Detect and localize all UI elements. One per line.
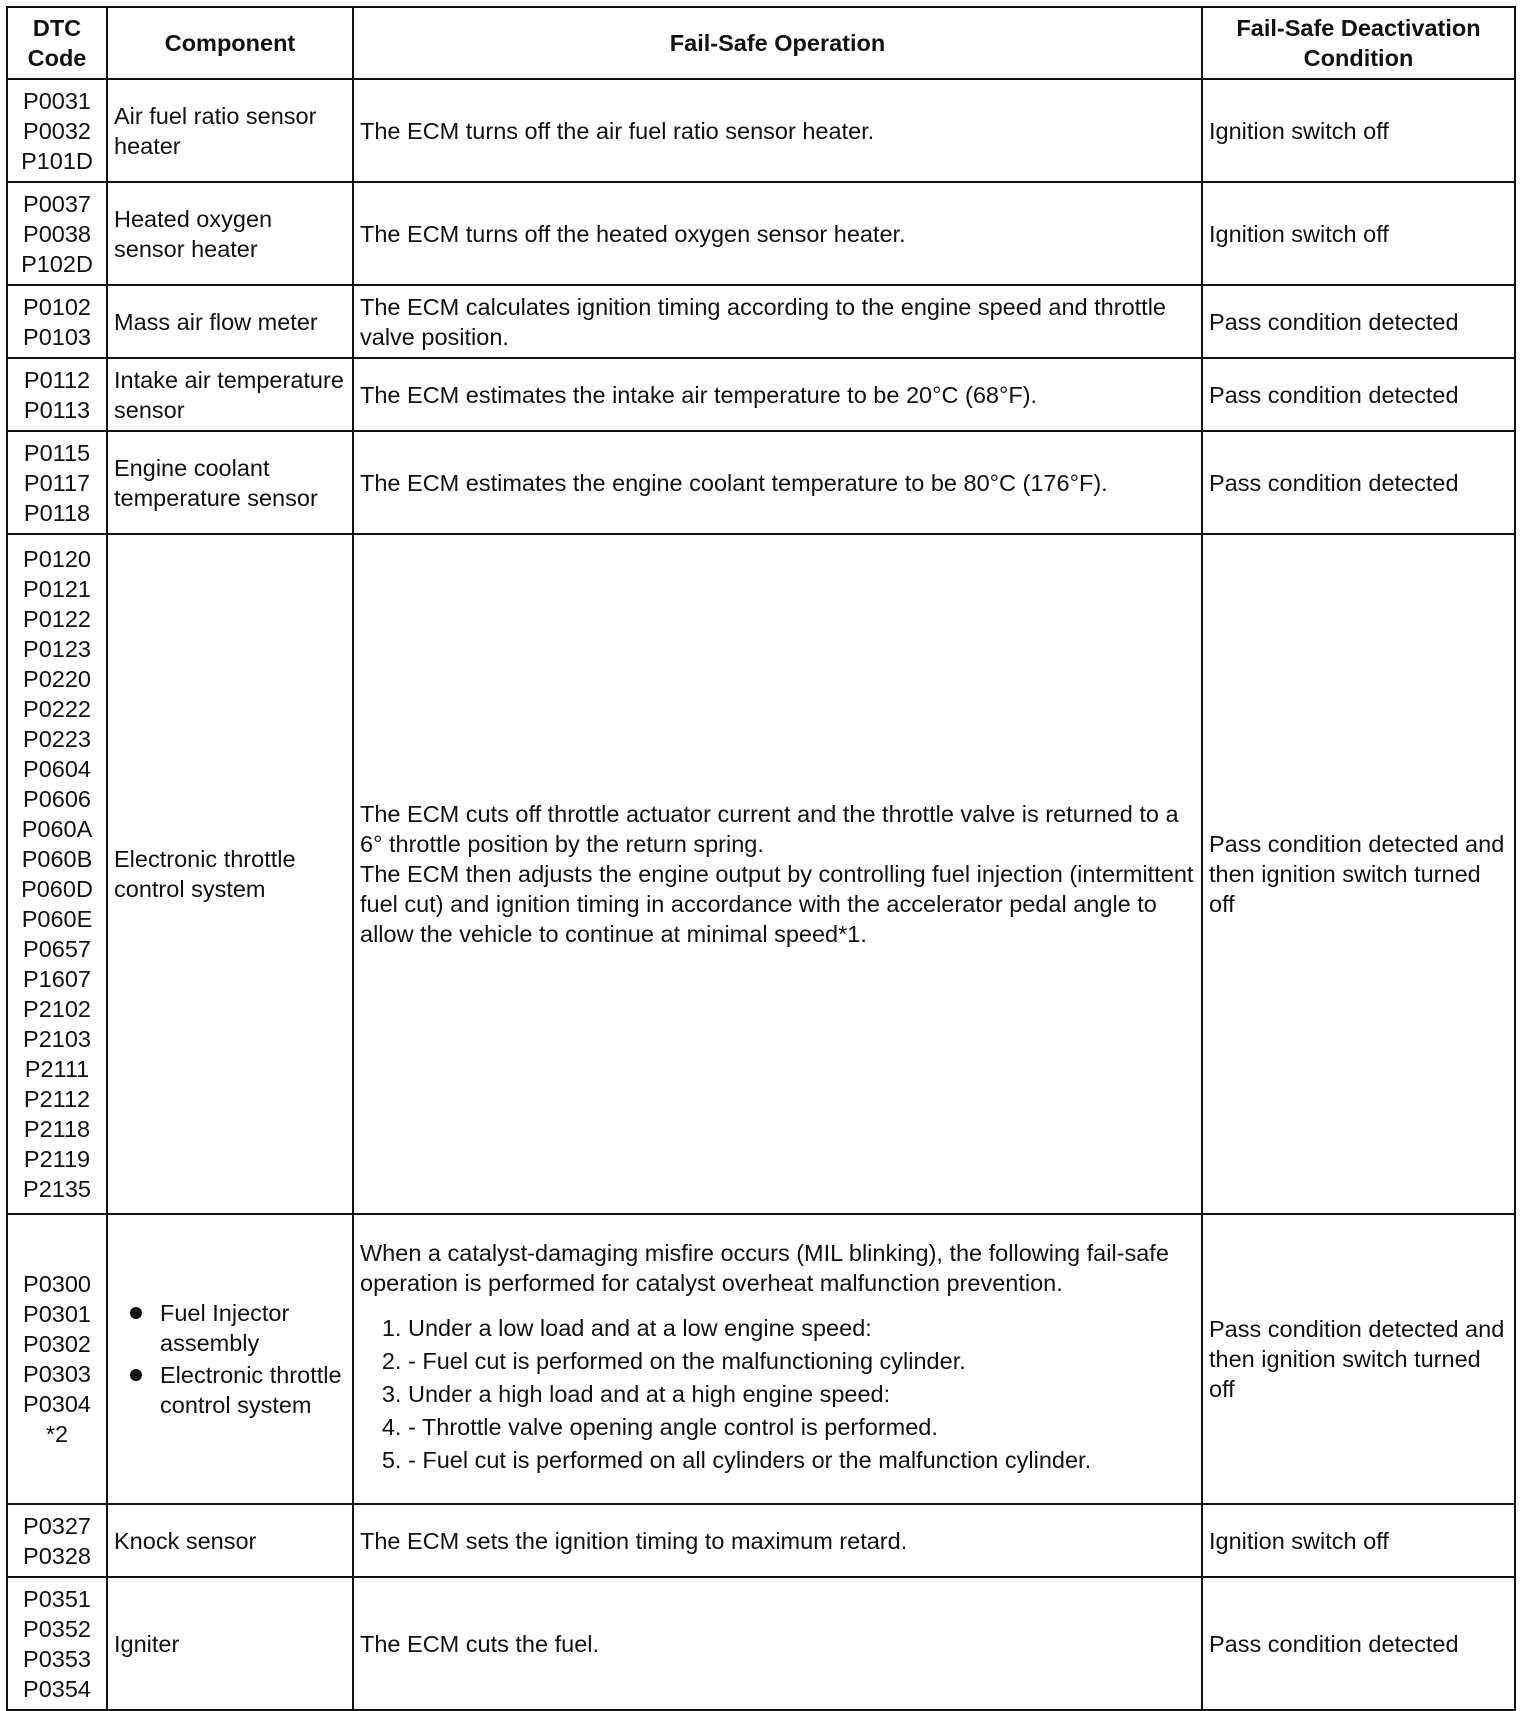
dtc-code: P0117	[23, 469, 91, 496]
dtc-code: P060E	[21, 906, 93, 932]
condition-cell: Ignition switch off	[1202, 182, 1515, 285]
dtc-code: P2135	[23, 1176, 91, 1202]
operation-cell	[353, 1214, 1202, 1504]
dtc-code: P0123	[23, 636, 91, 662]
operation-step: 1. Under a low load and at a low engine speed:	[408, 1312, 1195, 1345]
dtc-code: P0220	[23, 666, 91, 692]
header-fail-safe-operation: Fail-Safe Operation	[353, 7, 1202, 79]
dtc-code-cell	[7, 534, 107, 1214]
component-cell: Knock sensor	[107, 1504, 353, 1577]
header-component: Component	[107, 7, 353, 79]
component-list	[114, 1298, 346, 1420]
dtc-code: P2118	[23, 1116, 91, 1142]
table-row	[7, 182, 1515, 285]
dtc-code: P0352	[23, 1615, 91, 1642]
operation-cell: The ECM calculates ignition timing according to the engine speed and throttle valve position.	[353, 285, 1202, 358]
table-row	[7, 358, 1515, 431]
dtc-code: P0037	[23, 190, 91, 217]
table-row	[7, 534, 1515, 1214]
dtc-code: P102D	[21, 250, 93, 277]
component-cell: Engine coolant temperature sensor	[107, 431, 353, 534]
dtc-code-cell	[7, 1504, 107, 1577]
operation-paragraph: The ECM then adjusts the engine output by controlling fuel injection (intermittent fuel cut) and ignition timing in accordance with the accelerator pedal angle to allow the vehicle to continue at minimal speed*1.	[360, 861, 1194, 947]
dtc-code: P0606	[23, 786, 91, 812]
dtc-code: P0122	[23, 606, 91, 632]
component-list-item: Fuel Injector assembly	[160, 1298, 346, 1358]
dtc-code: P060A	[21, 816, 93, 842]
condition-cell: Ignition switch off	[1202, 79, 1515, 182]
dtc-code: P0351	[23, 1585, 91, 1612]
condition-cell: Pass condition detected	[1202, 358, 1515, 431]
table-row	[7, 431, 1515, 534]
condition-cell: Pass condition detected and then ignition switch turned off	[1202, 534, 1515, 1214]
dtc-code-cell	[7, 358, 107, 431]
operation-step: 2. - Fuel cut is performed on the malfunctioning cylinder.	[408, 1345, 1195, 1378]
operation-step: 4. - Throttle valve opening angle control is performed.	[408, 1411, 1195, 1444]
operation-step: 3. Under a high load and at a high engine speed:	[408, 1378, 1195, 1411]
dtc-code: P0657	[23, 936, 91, 962]
component-cell: Heated oxygen sensor heater	[107, 182, 353, 285]
fail-safe-table	[6, 6, 1516, 1711]
table-row	[7, 1214, 1515, 1504]
dtc-code: P0113	[23, 396, 91, 423]
component-cell	[107, 1214, 353, 1504]
dtc-code: P2112	[23, 1086, 91, 1112]
operation-step: 5. - Fuel cut is performed on all cylinders or the malfunction cylinder.	[408, 1444, 1195, 1477]
header-dtc-code: DTC Code	[7, 7, 107, 79]
condition-cell: Pass condition detected	[1202, 285, 1515, 358]
dtc-code-cell	[7, 1577, 107, 1710]
component-cell: Intake air temperature sensor	[107, 358, 353, 431]
operation-cell: The ECM turns off the heated oxygen sensor heater.	[353, 182, 1202, 285]
condition-cell: Pass condition detected	[1202, 1577, 1515, 1710]
dtc-code: P0303	[23, 1361, 91, 1387]
dtc-code-cell	[7, 285, 107, 358]
component-cell: Igniter	[107, 1577, 353, 1710]
operation-steps	[360, 1312, 1195, 1477]
dtc-code: P0103	[23, 323, 91, 350]
dtc-code-cell	[7, 79, 107, 182]
component-list-item: Electronic throttle control system	[160, 1360, 346, 1420]
component-cell: Mass air flow meter	[107, 285, 353, 358]
dtc-code: P0327	[23, 1512, 91, 1539]
component-cell: Electronic throttle control system	[107, 534, 353, 1214]
dtc-code: P0118	[23, 499, 91, 526]
condition-cell: Pass condition detected and then ignition switch turned off	[1202, 1214, 1515, 1504]
dtc-code: P0102	[23, 293, 91, 320]
dtc-code-cell	[7, 1214, 107, 1504]
dtc-code: P0120	[23, 546, 91, 572]
dtc-code: P0038	[23, 220, 91, 247]
table-row	[7, 79, 1515, 182]
dtc-code: P0031	[23, 87, 91, 114]
table-header-row	[7, 7, 1515, 79]
dtc-code: P0301	[23, 1301, 91, 1327]
dtc-code: P0604	[23, 756, 91, 782]
dtc-code: P0223	[23, 726, 91, 752]
dtc-footnote: *2	[45, 1421, 69, 1447]
header-deactivation-condition: Fail-Safe Deactivation Condition	[1202, 7, 1515, 79]
operation-paragraph: The ECM cuts off throttle actuator current and the throttle valve is returned to a 6° throttle position by the return spring.	[360, 801, 1179, 857]
dtc-code-cell	[7, 182, 107, 285]
dtc-code: P2103	[23, 1026, 91, 1052]
condition-cell: Ignition switch off	[1202, 1504, 1515, 1577]
dtc-code: P101D	[21, 147, 93, 174]
dtc-code: P0121	[23, 576, 91, 602]
table-row	[7, 1577, 1515, 1710]
condition-cell: Pass condition detected	[1202, 431, 1515, 534]
dtc-code: P0304	[23, 1391, 91, 1417]
operation-intro: When a catalyst-damaging misfire occurs (MIL blinking), the following fail-safe operation is performed for catalyst overheat malfunction prevention.	[360, 1239, 1169, 1296]
table-row	[7, 285, 1515, 358]
dtc-code: P060D	[21, 876, 93, 902]
dtc-code: P0300	[23, 1271, 91, 1297]
operation-cell: The ECM estimates the intake air temperature to be 20°C (68°F).	[353, 358, 1202, 431]
operation-cell: The ECM sets the ignition timing to maximum retard.	[353, 1504, 1202, 1577]
dtc-code: P2102	[23, 996, 91, 1022]
operation-cell: The ECM estimates the engine coolant temperature to be 80°C (176°F).	[353, 431, 1202, 534]
dtc-code: P0353	[23, 1645, 91, 1672]
operation-cell: The ECM cuts the fuel.	[353, 1577, 1202, 1710]
dtc-code: P1607	[23, 966, 91, 992]
dtc-code: P0115	[23, 439, 91, 466]
dtc-code: P2119	[23, 1146, 91, 1172]
dtc-code: P2111	[24, 1056, 90, 1082]
component-cell: Air fuel ratio sensor heater	[107, 79, 353, 182]
dtc-code: P0302	[23, 1331, 91, 1357]
dtc-code-cell	[7, 431, 107, 534]
operation-cell: The ECM turns off the air fuel ratio sensor heater.	[353, 79, 1202, 182]
operation-cell	[353, 534, 1202, 1214]
table-row	[7, 1504, 1515, 1577]
dtc-code: P0328	[23, 1542, 91, 1569]
dtc-code: P060B	[21, 846, 93, 872]
dtc-code: P0032	[23, 117, 91, 144]
dtc-code: P0354	[23, 1675, 91, 1702]
dtc-code: P0112	[23, 366, 91, 393]
dtc-code: P0222	[23, 696, 91, 722]
